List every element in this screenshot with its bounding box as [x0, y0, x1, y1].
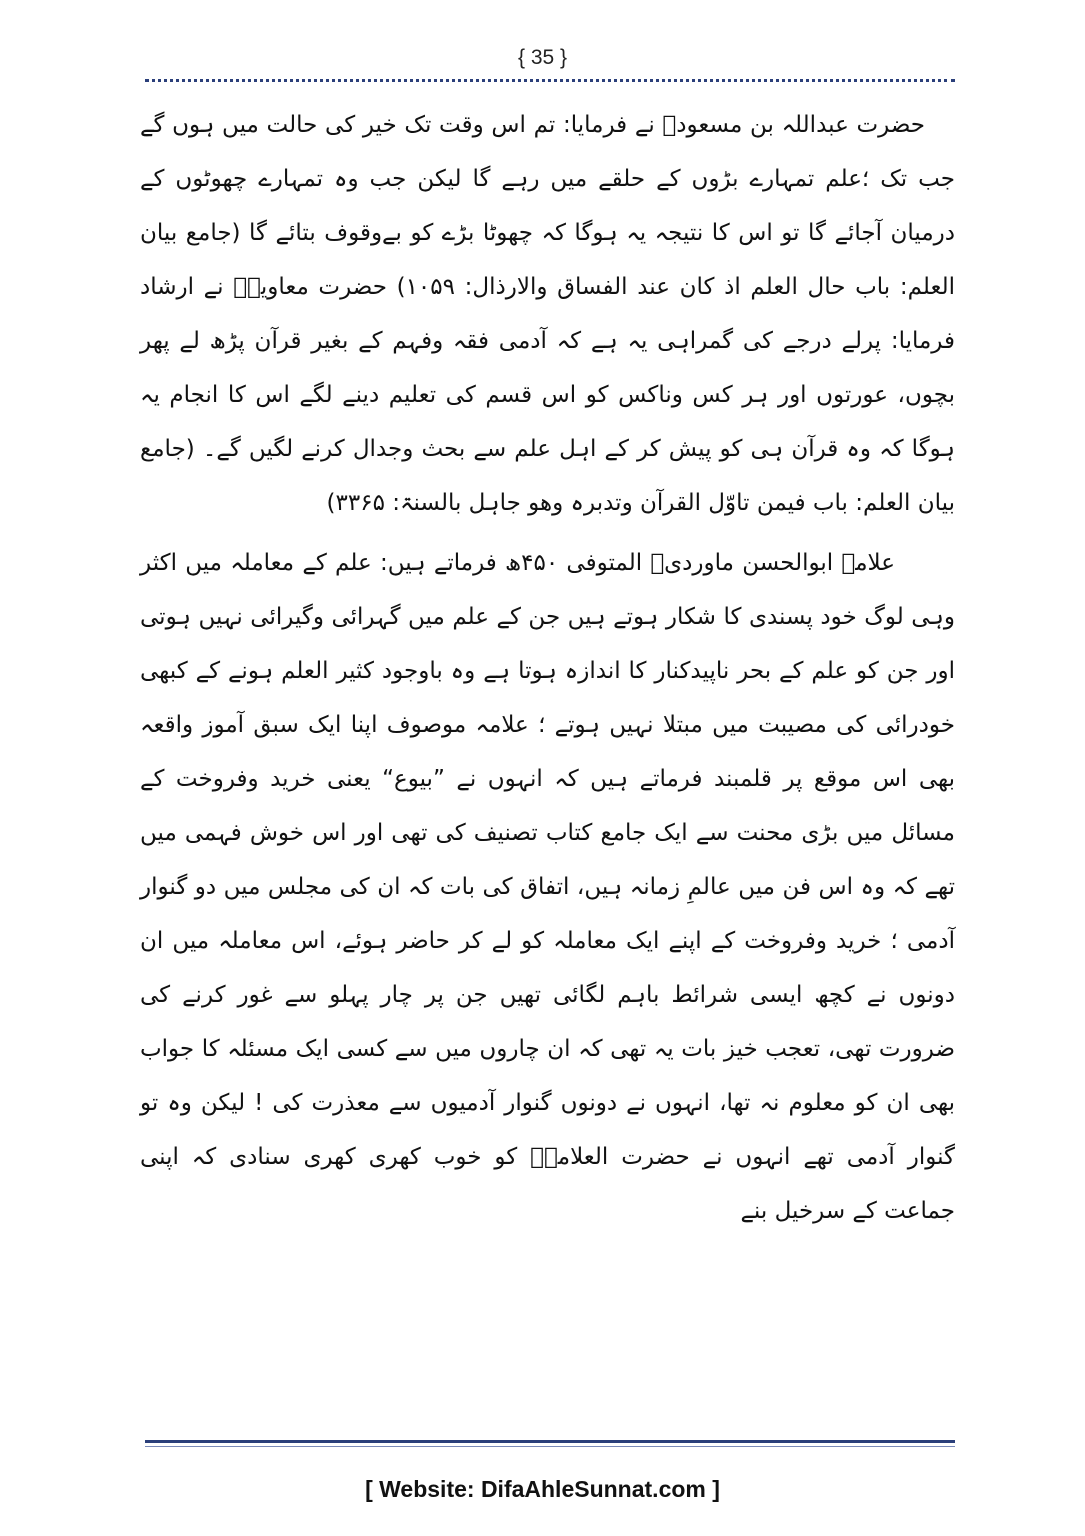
- footer-rule-thick: [145, 1440, 955, 1443]
- paragraph-2: علامہ ابوالحسن ماوردیؒ المتوفی ۴۵۰ھ فرماتے ہیں: علم کے معاملہ میں اکثر وہی لوگ خود پسندی کا شکار ہوتے ہیں جن کے علم میں گہرائی وگیرائی نہیں ہوتی اور جن کو علم کے بحر ناپیدکنار کا اندازہ ہوتا ہے وہ باوجود کثیر العلم ہونے کے کبھی خودرائی کی مصیبت میں مبتلا نہیں ہوتے ؛ علامہ موصوف اپنا ایک سبق آموز واقعہ بھی اس موقع پر قلمبند فرماتے ہیں کہ انہوں نے ”بیوع“ یعنی خرید وفروخت کے مسائل میں بڑی محنت سے ایک جامع کتاب تصنیف کی تھی اور اس خوش فہمی میں تھے کہ وہ اس فن میں عالمِ زمانہ ہیں، اتفاق کی بات کہ ان کی مجلس میں دو گنوار آدمی ؛ خرید وفروخت کے اپنے ایک معاملہ کو لے کر حاضر ہوئے، اس معاملہ میں ان دونوں نے کچھ ایسی شرائط باہم لگائی تھیں جن پر چار پہلو سے غور کرنے کی ضرورت تھی، تعجب خیز بات یہ تھی کہ ان چاروں میں سے کسی ایک مسئلہ کا جواب بھی ان کو معلوم نہ تھا، انہوں نے دونوں گنوار آدمیوں سے معذرت کی ! لیکن وہ تو گنوار آدمی تھے انہوں نے حضرت العلامہؒ کو خوب کھری کھری سنادی کہ اپنی جماعت کے سرخیل بنے: [140, 550, 955, 1224]
- footer-website: [ Website: DifaAhleSunnat.com ]: [365, 1476, 720, 1502]
- page-body: [140, 98, 955, 1238]
- paragraph-1: حضرت عبداللہ بن مسعودؓ نے فرمایا: تم اس وقت تک خیر کی حالت میں ہوں گے جب تک ؛علم تمہارے بڑوں کے حلقے میں رہے گا لیکن جب وہ تمہارے چھوٹوں کے درمیان آجائے گا تو اس کا نتیجہ یہ ہوگا کہ چھوٹا بڑے کو بےوقوف بتائے گا (جامع بیان العلم: باب حال العلم اذ کان عند الفساق والارذال: ۱۰۵۹) حضرت معاویہؓ نے ارشاد فرمایا: پرلے درجے کی گمراہی یہ ہے کہ آدمی فقہ وفہم کے بغیر قرآن پڑھ لے پھر بچوں، عورتوں اور ہر کس وناکس کو اس قسم کی تعلیم دینے لگے اس کا انجام یہ ہوگا کہ وہ قرآن ہی کو پیش کر کے اہل علم سے بحث وجدال کرنے لگیں گے۔ (جامع بیان العلم: باب فیمن تاوّل القرآن وتدبرہ وھو جاہل بالسنۃ: ۳۳۶۵): [140, 112, 956, 516]
- header-dotted-rule: [145, 79, 955, 82]
- footer-rule-thin: [145, 1446, 955, 1447]
- page-number: { 35 }: [517, 46, 568, 69]
